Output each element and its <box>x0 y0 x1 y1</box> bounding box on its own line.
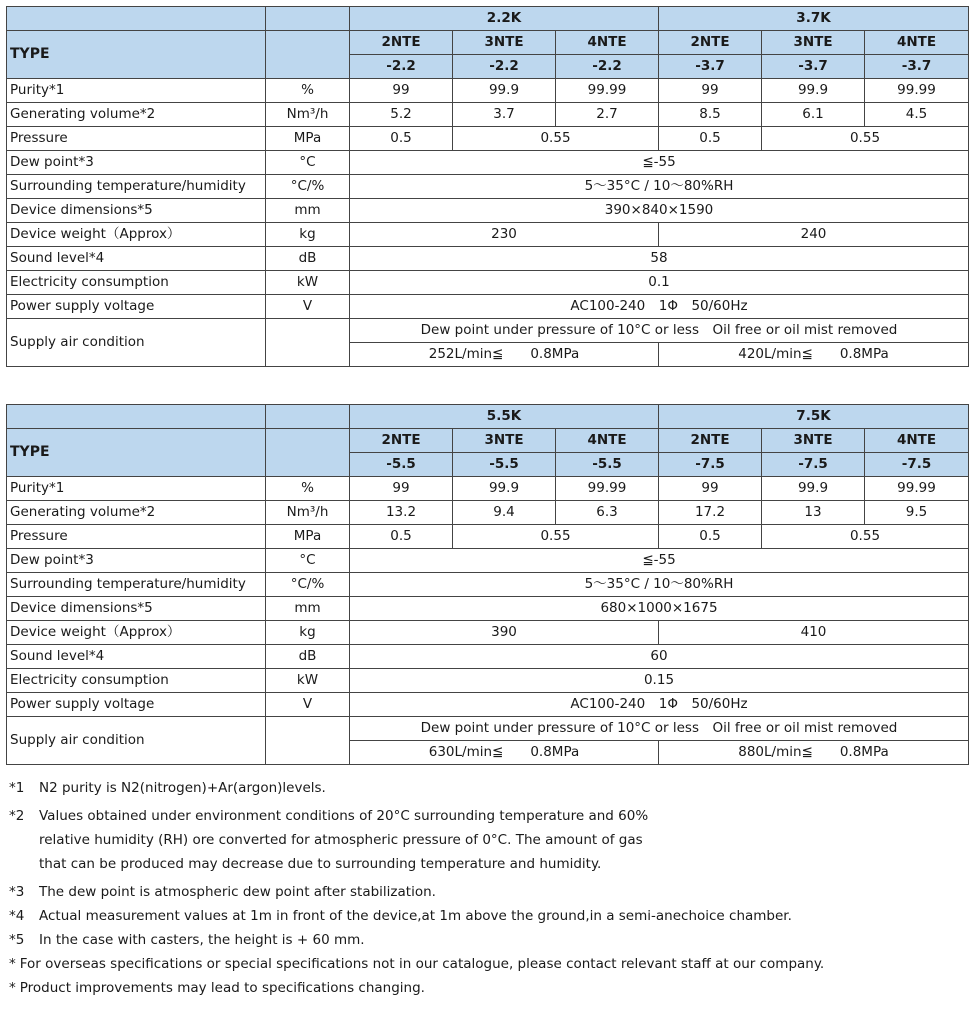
type-label: TYPE <box>7 31 266 79</box>
cell-value: 880L/min≦ 0.8MPa <box>659 741 969 765</box>
model-name: 2NTE <box>350 31 453 55</box>
model-suffix: -5.5 <box>556 453 659 477</box>
model-suffix: -2.2 <box>350 55 453 79</box>
cell-value: 58 <box>350 247 969 271</box>
row-label: Generating volume*2 <box>7 103 266 127</box>
footnote <box>9 928 969 952</box>
cell-value: 13 <box>762 501 865 525</box>
cell-value: 0.5 <box>350 127 453 151</box>
group-header: 2.2K <box>350 7 659 31</box>
model-suffix: -3.7 <box>865 55 969 79</box>
cell-value: 630L/min≦ 0.8MPa <box>350 741 659 765</box>
footnote-line: Values obtained under environment conditions of 20°C surrounding temperature and 60% <box>39 808 649 824</box>
row-label: Purity*1 <box>7 79 266 103</box>
row-dew-point <box>7 549 969 573</box>
cell-value: 390×840×1590 <box>350 199 969 223</box>
cell-value: ≦-55 <box>350 549 969 573</box>
row-unit <box>266 717 350 765</box>
cell-value: 17.2 <box>659 501 762 525</box>
row-unit: °C/% <box>266 573 350 597</box>
model-suffix: -7.5 <box>659 453 762 477</box>
header-blank <box>266 429 350 477</box>
row-label: Surrounding temperature/humidity <box>7 573 266 597</box>
row-label: Electricity consumption <box>7 271 266 295</box>
model-name: 3NTE <box>453 31 556 55</box>
model-suffix: -5.5 <box>453 453 556 477</box>
row-pressure <box>7 127 969 151</box>
row-dimensions <box>7 597 969 621</box>
row-label: Electricity consumption <box>7 669 266 693</box>
cell-value: 99.99 <box>865 79 969 103</box>
row-label: Supply air condition <box>7 717 266 765</box>
header-blank <box>266 31 350 79</box>
row-sound <box>7 247 969 271</box>
model-name: 4NTE <box>556 31 659 55</box>
cell-value: 99 <box>350 477 453 501</box>
row-temperature <box>7 573 969 597</box>
model-suffix: -3.7 <box>762 55 865 79</box>
cell-value: 9.5 <box>865 501 969 525</box>
footnote-mark: *2 <box>9 808 25 824</box>
footnote-text <box>39 776 969 800</box>
cell-value: 3.7 <box>453 103 556 127</box>
footnote-line: The dew point is atmospheric dew point after stabilization. <box>39 884 436 900</box>
row-pressure <box>7 525 969 549</box>
cell-value: 4.5 <box>865 103 969 127</box>
row-label: Power supply voltage <box>7 693 266 717</box>
row-electricity <box>7 271 969 295</box>
row-label: Pressure <box>7 525 266 549</box>
footnote <box>9 904 969 928</box>
row-unit <box>266 319 350 367</box>
cell-value: 410 <box>659 621 969 645</box>
footnote <box>9 804 969 876</box>
cell-value: 13.2 <box>350 501 453 525</box>
row-unit: mm <box>266 597 350 621</box>
row-label: Device weight（Approx） <box>7 223 266 247</box>
model-name: 3NTE <box>453 429 556 453</box>
cell-value: 99 <box>659 477 762 501</box>
cell-value: 99.9 <box>453 477 556 501</box>
footnote-mark: *4 <box>9 908 25 924</box>
footnote-text <box>39 928 969 952</box>
row-unit: Nm³/h <box>266 501 350 525</box>
group-header: 5.5K <box>350 405 659 429</box>
row-unit: V <box>266 693 350 717</box>
row-label: Purity*1 <box>7 477 266 501</box>
header-blank <box>266 7 350 31</box>
group-header: 3.7K <box>659 7 969 31</box>
cell-value: 0.55 <box>762 127 969 151</box>
row-unit: kg <box>266 621 350 645</box>
row-unit: kW <box>266 669 350 693</box>
model-name: 2NTE <box>659 31 762 55</box>
group-header: 7.5K <box>659 405 969 429</box>
row-label: Surrounding temperature/humidity <box>7 175 266 199</box>
footnote-line: Product improvements may lead to specifications changing. <box>19 980 425 996</box>
row-unit: % <box>266 79 350 103</box>
cell-value: 6.3 <box>556 501 659 525</box>
row-label: Device weight（Approx） <box>7 621 266 645</box>
model-name: 3NTE <box>762 31 865 55</box>
row-dimensions <box>7 199 969 223</box>
cell-value: AC100-240 1Φ 50/60Hz <box>350 295 969 319</box>
spec-table-1 <box>6 6 969 367</box>
row-unit: MPa <box>266 525 350 549</box>
model-name: 4NTE <box>865 31 969 55</box>
cell-value: 9.4 <box>453 501 556 525</box>
model-suffix: -3.7 <box>659 55 762 79</box>
cell-value: 0.1 <box>350 271 969 295</box>
footnote-line: Actual measurement values at 1m in front of the device,at 1m above the ground,in a semi-anechoice chamber. <box>39 908 792 924</box>
cell-value: 99.9 <box>453 79 556 103</box>
cell-value: 2.7 <box>556 103 659 127</box>
model-suffix: -7.5 <box>762 453 865 477</box>
footnote <box>9 952 969 976</box>
cell-value: 0.55 <box>762 525 969 549</box>
cell-value: 0.55 <box>453 127 659 151</box>
model-name: 2NTE <box>350 429 453 453</box>
row-temperature <box>7 175 969 199</box>
model-suffix: -5.5 <box>350 453 453 477</box>
header-blank <box>7 405 266 429</box>
header-blank <box>266 405 350 429</box>
footnote <box>9 976 969 1000</box>
row-label: Device dimensions*5 <box>7 597 266 621</box>
cell-value: 99.9 <box>762 477 865 501</box>
footnote-line: N2 purity is N2(nitrogen)+Ar(argon)levels. <box>39 780 326 796</box>
cell-value: 252L/min≦ 0.8MPa <box>350 343 659 367</box>
row-volume <box>7 501 969 525</box>
row-label: Dew point*3 <box>7 549 266 573</box>
cell-value: 390 <box>350 621 659 645</box>
row-label: Supply air condition <box>7 319 266 367</box>
cell-value: 240 <box>659 223 969 247</box>
row-unit: dB <box>266 645 350 669</box>
row-unit: Nm³/h <box>266 103 350 127</box>
row-label: Generating volume*2 <box>7 501 266 525</box>
row-purity <box>7 477 969 501</box>
footnote-text <box>39 880 969 904</box>
cell-value: 420L/min≦ 0.8MPa <box>659 343 969 367</box>
cell-value: Dew point under pressure of 10°C or less Oil free or oil mist removed <box>350 319 969 343</box>
row-unit: mm <box>266 199 350 223</box>
cell-value: 60 <box>350 645 969 669</box>
cell-value: 8.5 <box>659 103 762 127</box>
cell-value: 230 <box>350 223 659 247</box>
footnote-line: that can be produced may decrease due to surrounding temperature and humidity. <box>39 856 602 872</box>
footnote <box>9 776 969 800</box>
cell-value: 0.5 <box>350 525 453 549</box>
row-supply-air <box>7 319 969 343</box>
model-suffix: -7.5 <box>865 453 969 477</box>
footnote-mark: *3 <box>9 884 25 900</box>
cell-value: 99.99 <box>556 79 659 103</box>
row-label: Device dimensions*5 <box>7 199 266 223</box>
cell-value: AC100-240 1Φ 50/60Hz <box>350 693 969 717</box>
row-unit: °C <box>266 549 350 573</box>
type-label: TYPE <box>7 429 266 477</box>
model-name: 4NTE <box>556 429 659 453</box>
footnote-line: relative humidity (RH) ore converted for atmospheric pressure of 0°C. The amount of gas <box>39 832 643 848</box>
cell-value: Dew point under pressure of 10°C or less Oil free or oil mist removed <box>350 717 969 741</box>
row-sound <box>7 645 969 669</box>
cell-value: 680×1000×1675 <box>350 597 969 621</box>
row-unit: MPa <box>266 127 350 151</box>
row-label: Power supply voltage <box>7 295 266 319</box>
cell-value: 5～35°C / 10～80%RH <box>350 175 969 199</box>
cell-value: 0.55 <box>453 525 659 549</box>
row-label: Sound level*4 <box>7 645 266 669</box>
row-volume <box>7 103 969 127</box>
row-weight <box>7 621 969 645</box>
cell-value: 0.15 <box>350 669 969 693</box>
row-unit: °C/% <box>266 175 350 199</box>
row-supply-air <box>7 717 969 741</box>
footnote-line: For overseas specifications or special specifications not in our catalogue, please contact relevant staff at our company. <box>19 956 825 972</box>
footnote-line: In the case with casters, the height is + 60 mm. <box>39 932 365 948</box>
footnote-text <box>39 804 969 876</box>
cell-value: 99.99 <box>556 477 659 501</box>
row-unit: kg <box>266 223 350 247</box>
footnote-text <box>20 952 969 976</box>
model-suffix: -2.2 <box>556 55 659 79</box>
row-label: Sound level*4 <box>7 247 266 271</box>
row-unit: °C <box>266 151 350 175</box>
model-name: 2NTE <box>659 429 762 453</box>
cell-value: 99.99 <box>865 477 969 501</box>
footnote <box>9 880 969 904</box>
row-label: Pressure <box>7 127 266 151</box>
cell-value: 0.5 <box>659 127 762 151</box>
row-unit: % <box>266 477 350 501</box>
footnote-mark: * <box>9 956 16 972</box>
cell-value: 0.5 <box>659 525 762 549</box>
row-unit: kW <box>266 271 350 295</box>
header-blank <box>7 7 266 31</box>
cell-value: 5～35°C / 10～80%RH <box>350 573 969 597</box>
footnote-mark: *1 <box>9 780 25 796</box>
footnote-mark: * <box>9 980 16 996</box>
row-unit: dB <box>266 247 350 271</box>
cell-value: 6.1 <box>762 103 865 127</box>
row-power <box>7 295 969 319</box>
row-purity <box>7 79 969 103</box>
footnote-mark: *5 <box>9 932 25 948</box>
row-weight <box>7 223 969 247</box>
cell-value: ≦-55 <box>350 151 969 175</box>
cell-value: 99 <box>350 79 453 103</box>
row-unit: V <box>266 295 350 319</box>
row-power <box>7 693 969 717</box>
spec-table-2 <box>6 404 969 765</box>
model-suffix: -2.2 <box>453 55 556 79</box>
cell-value: 99 <box>659 79 762 103</box>
row-electricity <box>7 669 969 693</box>
row-label: Dew point*3 <box>7 151 266 175</box>
footnote-text <box>39 904 969 928</box>
cell-value: 99.9 <box>762 79 865 103</box>
model-name: 3NTE <box>762 429 865 453</box>
footnotes <box>9 776 969 1000</box>
footnote-text <box>20 976 969 1000</box>
cell-value: 5.2 <box>350 103 453 127</box>
model-name: 4NTE <box>865 429 969 453</box>
row-dew-point <box>7 151 969 175</box>
